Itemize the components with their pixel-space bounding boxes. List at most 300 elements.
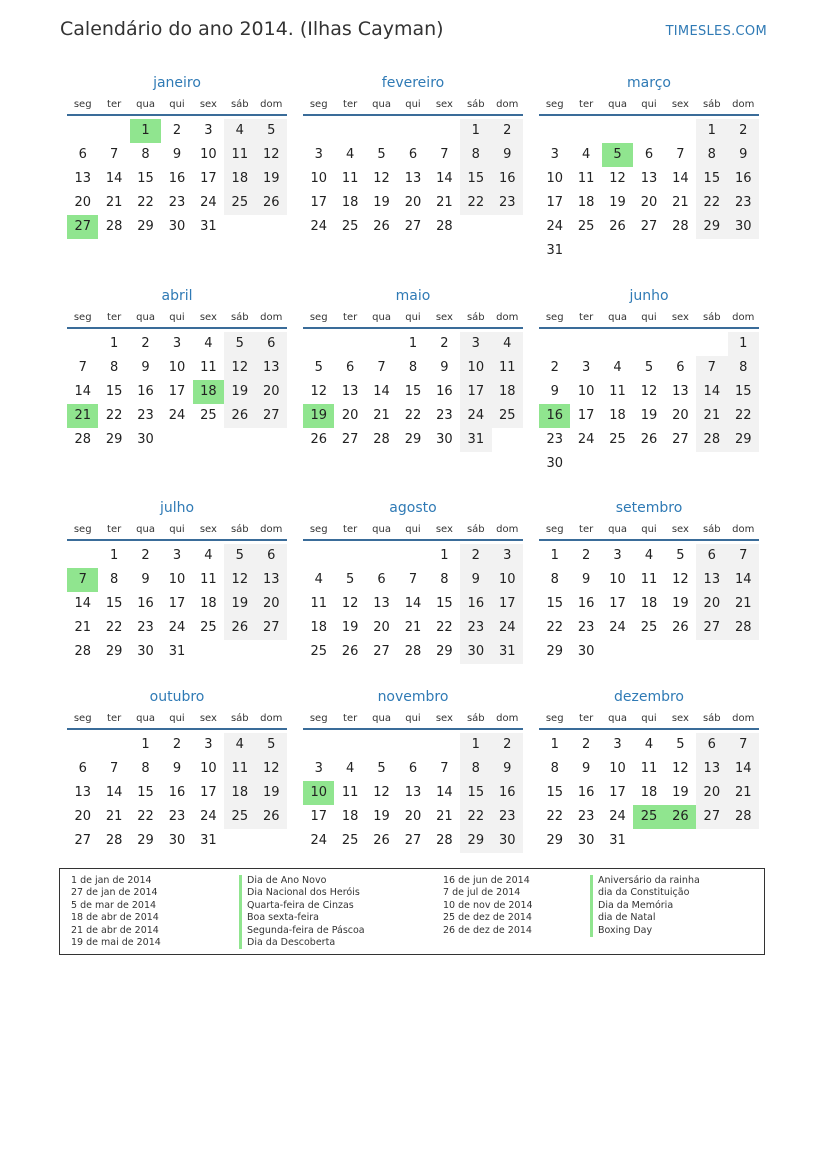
day-cell: 7 xyxy=(676,147,685,162)
month-janeiro xyxy=(67,72,287,239)
day-grid xyxy=(539,329,759,476)
day-cell: 4 xyxy=(204,548,213,563)
day-cell: 26 xyxy=(256,805,287,829)
day-cell: 10 xyxy=(460,356,491,380)
day-cell: 15 xyxy=(436,596,453,611)
day-cell: 10 xyxy=(168,360,186,375)
day-cell: 11 xyxy=(341,785,359,800)
holiday-day-cell: 7 xyxy=(67,568,98,592)
empty-cell xyxy=(397,119,428,143)
weekday-label: sáb xyxy=(230,713,249,724)
legend-entry: 26 de dez de 2014 xyxy=(443,924,532,936)
day-cell: 21 xyxy=(728,592,759,616)
weekday-label: sex xyxy=(435,524,453,535)
weekday-label: seg xyxy=(309,312,328,323)
day-cell: 14 xyxy=(105,171,123,186)
day-cell: 1 xyxy=(460,733,491,757)
day-cell: 1 xyxy=(109,548,119,563)
day-cell: 2 xyxy=(141,336,150,351)
weekday-label: qui xyxy=(405,524,421,535)
weekday-label: sex xyxy=(199,99,217,110)
holiday-legend xyxy=(59,868,765,955)
day-cell: 11 xyxy=(310,596,327,611)
legend-entry: 10 de nov de 2014 xyxy=(443,899,533,911)
month-julho xyxy=(67,497,287,664)
weekday-header xyxy=(67,710,287,730)
day-cell: 11 xyxy=(200,360,217,375)
day-cell: 11 xyxy=(224,143,255,167)
day-cell: 28 xyxy=(74,432,91,447)
day-cell: 4 xyxy=(345,761,355,776)
day-cell: 25 xyxy=(492,404,523,428)
day-cell: 3 xyxy=(581,360,591,375)
weekday-label: seg xyxy=(309,99,328,110)
month-setembro xyxy=(539,497,759,664)
day-cell: 29 xyxy=(696,215,727,239)
day-cell: 6 xyxy=(644,147,654,162)
day-cell: 31 xyxy=(609,833,626,848)
month-name: janeiro xyxy=(153,75,201,91)
weekday-label: sex xyxy=(435,99,453,110)
day-cell: 4 xyxy=(581,147,591,162)
day-cell: 8 xyxy=(696,143,727,167)
weekday-label: dom xyxy=(732,312,755,323)
day-cell: 3 xyxy=(204,737,213,752)
weekday-label: ter xyxy=(343,713,358,724)
weekday-label: ter xyxy=(107,713,122,724)
empty-cell xyxy=(633,119,664,143)
day-cell: 2 xyxy=(492,733,523,757)
day-cell: 4 xyxy=(314,572,323,587)
day-cell: 18 xyxy=(577,195,595,210)
day-cell: 14 xyxy=(74,384,91,399)
day-cell: 9 xyxy=(172,761,182,776)
day-cell: 3 xyxy=(204,123,213,138)
day-cell: 9 xyxy=(141,572,150,587)
weekday-label: qui xyxy=(405,713,421,724)
legend-entry: Boa sexta-feira xyxy=(239,912,365,924)
weekday-label: sex xyxy=(671,99,689,110)
day-cell: 22 xyxy=(137,195,154,210)
day-cell: 8 xyxy=(440,572,449,587)
weekday-label: dom xyxy=(260,312,283,323)
empty-cell xyxy=(570,332,601,356)
day-cell: 30 xyxy=(577,644,595,659)
weekday-header xyxy=(67,521,287,541)
weekday-label: qua xyxy=(608,99,627,110)
day-cell: 22 xyxy=(460,805,491,829)
day-cell: 25 xyxy=(200,620,217,635)
day-cell: 4 xyxy=(644,548,654,563)
day-cell: 12 xyxy=(310,384,327,399)
day-cell: 2 xyxy=(492,119,523,143)
day-cell: 26 xyxy=(609,219,626,234)
day-cell: 7 xyxy=(377,360,386,375)
month-fevereiro xyxy=(303,72,523,239)
day-grid xyxy=(539,116,759,263)
day-cell: 24 xyxy=(200,195,217,210)
empty-cell xyxy=(366,733,397,757)
weekday-label: qui xyxy=(641,713,657,724)
day-cell: 23 xyxy=(577,809,595,824)
day-cell: 31 xyxy=(460,428,491,452)
empty-cell xyxy=(539,119,570,143)
day-cell: 7 xyxy=(78,360,87,375)
day-cell: 28 xyxy=(105,219,123,234)
weekday-label: dom xyxy=(732,524,755,535)
day-cell: 6 xyxy=(78,761,87,776)
day-cell: 18 xyxy=(640,785,658,800)
day-cell: 21 xyxy=(696,404,727,428)
day-cell: 1 xyxy=(141,737,150,752)
day-cell: 13 xyxy=(341,384,359,399)
day-cell: 14 xyxy=(74,596,91,611)
day-cell: 30 xyxy=(436,432,453,447)
day-cell: 24 xyxy=(310,219,327,234)
legend-entry: 5 de mar de 2014 xyxy=(71,899,157,911)
day-cell: 21 xyxy=(373,408,390,423)
weekday-header xyxy=(303,710,523,730)
day-cell: 3 xyxy=(460,332,491,356)
day-cell: 5 xyxy=(224,544,255,568)
weekday-label: qua xyxy=(372,312,391,323)
day-cell: 20 xyxy=(404,809,422,824)
day-cell: 12 xyxy=(373,785,390,800)
day-cell: 8 xyxy=(141,147,150,162)
day-cell: 24 xyxy=(609,809,626,824)
day-cell: 31 xyxy=(492,640,523,664)
empty-cell xyxy=(303,119,334,143)
legend-entry: Aniversário da rainha xyxy=(590,875,700,887)
holiday-day-cell: 16 xyxy=(539,404,570,428)
weekday-label: ter xyxy=(107,524,122,535)
weekday-label: qui xyxy=(641,99,657,110)
day-cell: 3 xyxy=(314,761,323,776)
empty-cell xyxy=(67,733,98,757)
holiday-day-cell: 5 xyxy=(602,143,633,167)
day-cell: 2 xyxy=(172,737,182,752)
weekday-label: sex xyxy=(435,312,453,323)
weekday-label: qui xyxy=(641,524,657,535)
month-novembro xyxy=(303,686,523,853)
day-cell: 5 xyxy=(345,572,355,587)
weekday-label: sex xyxy=(671,312,689,323)
day-cell: 8 xyxy=(109,360,119,375)
month-name: agosto xyxy=(389,500,437,516)
day-cell: 10 xyxy=(577,384,595,399)
day-cell: 4 xyxy=(644,737,654,752)
holiday-day-cell: 1 xyxy=(130,119,161,143)
day-cell: 13 xyxy=(256,568,287,592)
day-cell: 11 xyxy=(341,171,359,186)
day-cell: 17 xyxy=(546,195,563,210)
weekday-label: dom xyxy=(496,99,519,110)
weekday-label: qua xyxy=(136,713,155,724)
day-cell: 6 xyxy=(696,544,727,568)
empty-cell xyxy=(633,332,664,356)
day-cell: 30 xyxy=(492,829,523,853)
day-grid xyxy=(67,541,287,664)
empty-cell xyxy=(303,733,334,757)
day-cell: 22 xyxy=(404,408,422,423)
weekday-label: sáb xyxy=(702,713,721,724)
month-outubro xyxy=(67,686,287,853)
day-cell: 1 xyxy=(550,548,559,563)
month-março xyxy=(539,72,759,263)
day-cell: 18 xyxy=(224,167,255,191)
weekday-label: qua xyxy=(136,524,155,535)
day-cell: 27 xyxy=(256,404,287,428)
legend-names-col-1 xyxy=(239,875,365,949)
weekday-label: ter xyxy=(343,524,358,535)
day-cell: 15 xyxy=(460,781,491,805)
day-cell: 19 xyxy=(609,195,626,210)
day-cell: 30 xyxy=(460,640,491,664)
day-cell: 28 xyxy=(74,644,91,659)
month-name: dezembro xyxy=(614,689,684,705)
month-name: setembro xyxy=(615,500,683,516)
weekday-label: sáb xyxy=(466,524,485,535)
day-cell: 9 xyxy=(728,143,759,167)
day-grid xyxy=(539,730,759,853)
day-cell: 9 xyxy=(581,572,591,587)
day-cell: 29 xyxy=(546,833,563,848)
weekday-label: dom xyxy=(496,713,519,724)
day-cell: 23 xyxy=(546,432,563,447)
weekday-label: qui xyxy=(169,524,185,535)
legend-entry: Dia Nacional dos Heróis xyxy=(239,887,365,899)
day-cell: 28 xyxy=(373,432,390,447)
day-cell: 7 xyxy=(728,733,759,757)
day-cell: 23 xyxy=(492,805,523,829)
empty-cell xyxy=(67,332,98,356)
weekday-label: ter xyxy=(579,524,594,535)
day-cell: 19 xyxy=(640,408,658,423)
day-cell: 3 xyxy=(613,737,622,752)
day-cell: 27 xyxy=(696,616,727,640)
day-cell: 18 xyxy=(224,781,255,805)
day-cell: 20 xyxy=(696,781,727,805)
day-cell: 27 xyxy=(373,644,390,659)
day-cell: 25 xyxy=(577,219,595,234)
day-cell: 19 xyxy=(341,620,359,635)
day-cell: 13 xyxy=(373,596,390,611)
day-cell: 30 xyxy=(168,833,186,848)
legend-dates-col-2 xyxy=(443,875,533,937)
day-cell: 19 xyxy=(256,167,287,191)
day-cell: 1 xyxy=(696,119,727,143)
day-cell: 5 xyxy=(377,147,386,162)
legend-entry: dia da Constituição xyxy=(590,887,700,899)
day-cell: 29 xyxy=(137,833,154,848)
day-cell: 27 xyxy=(74,833,91,848)
day-cell: 15 xyxy=(105,596,123,611)
day-cell: 26 xyxy=(341,644,359,659)
day-cell: 27 xyxy=(404,833,422,848)
day-cell: 23 xyxy=(137,408,154,423)
day-grid xyxy=(67,116,287,239)
day-cell: 19 xyxy=(672,596,689,611)
empty-cell xyxy=(334,119,365,143)
day-cell: 14 xyxy=(436,171,453,186)
empty-cell xyxy=(303,544,334,568)
day-cell: 30 xyxy=(546,456,563,471)
day-cell: 27 xyxy=(404,219,422,234)
day-cell: 12 xyxy=(640,384,658,399)
day-cell: 13 xyxy=(404,785,422,800)
day-cell: 25 xyxy=(341,833,359,848)
weekday-label: seg xyxy=(73,312,92,323)
weekday-label: qui xyxy=(641,312,657,323)
weekday-label: ter xyxy=(107,99,122,110)
empty-cell xyxy=(334,544,365,568)
day-cell: 8 xyxy=(408,360,418,375)
day-cell: 24 xyxy=(310,833,327,848)
weekday-label: sex xyxy=(199,713,217,724)
day-cell: 12 xyxy=(256,757,287,781)
day-cell: 22 xyxy=(137,809,154,824)
weekday-header xyxy=(67,309,287,329)
day-cell: 24 xyxy=(577,432,595,447)
day-cell: 19 xyxy=(256,781,287,805)
day-cell: 2 xyxy=(172,123,182,138)
day-cell: 14 xyxy=(696,380,727,404)
day-cell: 17 xyxy=(609,596,626,611)
day-cell: 8 xyxy=(460,143,491,167)
day-cell: 17 xyxy=(168,596,186,611)
day-cell: 9 xyxy=(460,568,491,592)
weekday-label: qua xyxy=(136,99,155,110)
day-cell: 15 xyxy=(546,596,563,611)
day-cell: 21 xyxy=(728,781,759,805)
empty-cell xyxy=(98,119,129,143)
day-cell: 5 xyxy=(676,737,685,752)
day-cell: 8 xyxy=(109,572,119,587)
day-cell: 25 xyxy=(609,432,626,447)
day-cell: 26 xyxy=(373,833,390,848)
weekday-label: qua xyxy=(372,713,391,724)
day-cell: 18 xyxy=(341,809,359,824)
day-cell: 15 xyxy=(105,384,123,399)
day-cell: 7 xyxy=(728,544,759,568)
day-cell: 22 xyxy=(728,404,759,428)
day-cell: 2 xyxy=(550,360,559,375)
day-cell: 6 xyxy=(408,147,418,162)
weekday-label: ter xyxy=(343,99,358,110)
month-name: julho xyxy=(159,500,195,516)
month-name: junho xyxy=(629,288,669,304)
day-cell: 12 xyxy=(341,596,359,611)
empty-cell xyxy=(366,332,397,356)
day-cell: 9 xyxy=(550,384,559,399)
day-cell: 7 xyxy=(440,147,449,162)
legend-entry: 19 de mai de 2014 xyxy=(71,937,161,949)
day-cell: 25 xyxy=(200,408,217,423)
legend-entry: Dia de Ano Novo xyxy=(239,875,365,887)
empty-cell xyxy=(366,119,397,143)
day-cell: 10 xyxy=(609,572,626,587)
empty-cell xyxy=(696,332,727,356)
day-cell: 28 xyxy=(404,644,422,659)
day-cell: 11 xyxy=(492,356,523,380)
day-cell: 16 xyxy=(492,781,523,805)
day-cell: 15 xyxy=(137,171,154,186)
day-cell: 20 xyxy=(341,408,359,423)
day-cell: 7 xyxy=(440,761,449,776)
day-cell: 6 xyxy=(408,761,418,776)
month-dezembro xyxy=(539,686,759,853)
weekday-label: dom xyxy=(260,713,283,724)
day-cell: 30 xyxy=(137,644,154,659)
empty-cell xyxy=(397,733,428,757)
day-cell: 14 xyxy=(728,568,759,592)
legend-entry: Dia da Memória xyxy=(590,900,700,912)
day-cell: 4 xyxy=(613,360,622,375)
weekday-label: sáb xyxy=(466,312,485,323)
day-cell: 14 xyxy=(672,171,689,186)
day-grid xyxy=(303,730,523,853)
day-cell: 14 xyxy=(436,785,453,800)
day-cell: 5 xyxy=(377,761,386,776)
day-cell: 6 xyxy=(256,544,287,568)
day-cell: 13 xyxy=(640,171,658,186)
day-cell: 20 xyxy=(404,195,422,210)
day-cell: 26 xyxy=(224,404,255,428)
day-cell: 28 xyxy=(696,428,727,452)
day-cell: 15 xyxy=(546,785,563,800)
brand-logo[interactable]: TIMESLES.COM xyxy=(665,24,767,39)
day-cell: 10 xyxy=(168,572,186,587)
legend-dates-col-1 xyxy=(71,875,161,949)
empty-cell xyxy=(98,733,129,757)
day-cell: 26 xyxy=(224,616,255,640)
day-cell: 29 xyxy=(546,644,563,659)
weekday-label: qui xyxy=(405,99,421,110)
day-grid xyxy=(303,329,523,452)
day-cell: 11 xyxy=(200,572,217,587)
day-cell: 19 xyxy=(373,809,390,824)
day-cell: 16 xyxy=(168,171,186,186)
day-cell: 21 xyxy=(74,620,91,635)
holiday-day-cell: 18 xyxy=(193,380,224,404)
day-cell: 3 xyxy=(314,147,323,162)
day-cell: 29 xyxy=(404,432,422,447)
day-cell: 16 xyxy=(436,384,453,399)
day-cell: 31 xyxy=(168,644,186,659)
day-cell: 11 xyxy=(577,171,595,186)
day-cell: 4 xyxy=(204,336,213,351)
day-cell: 15 xyxy=(728,380,759,404)
weekday-label: ter xyxy=(579,713,594,724)
day-cell: 20 xyxy=(672,408,689,423)
day-cell: 2 xyxy=(141,548,150,563)
day-cell: 23 xyxy=(577,620,595,635)
day-cell: 27 xyxy=(672,432,689,447)
day-cell: 9 xyxy=(492,757,523,781)
day-cell: 25 xyxy=(310,644,327,659)
day-cell: 5 xyxy=(256,733,287,757)
day-cell: 14 xyxy=(728,757,759,781)
day-cell: 16 xyxy=(168,785,186,800)
weekday-label: qua xyxy=(372,524,391,535)
month-maio xyxy=(303,285,523,452)
day-cell: 18 xyxy=(310,620,327,635)
day-cell: 18 xyxy=(341,195,359,210)
weekday-label: ter xyxy=(343,312,358,323)
day-cell: 18 xyxy=(640,596,658,611)
weekday-label: dom xyxy=(260,99,283,110)
day-cell: 29 xyxy=(436,644,453,659)
